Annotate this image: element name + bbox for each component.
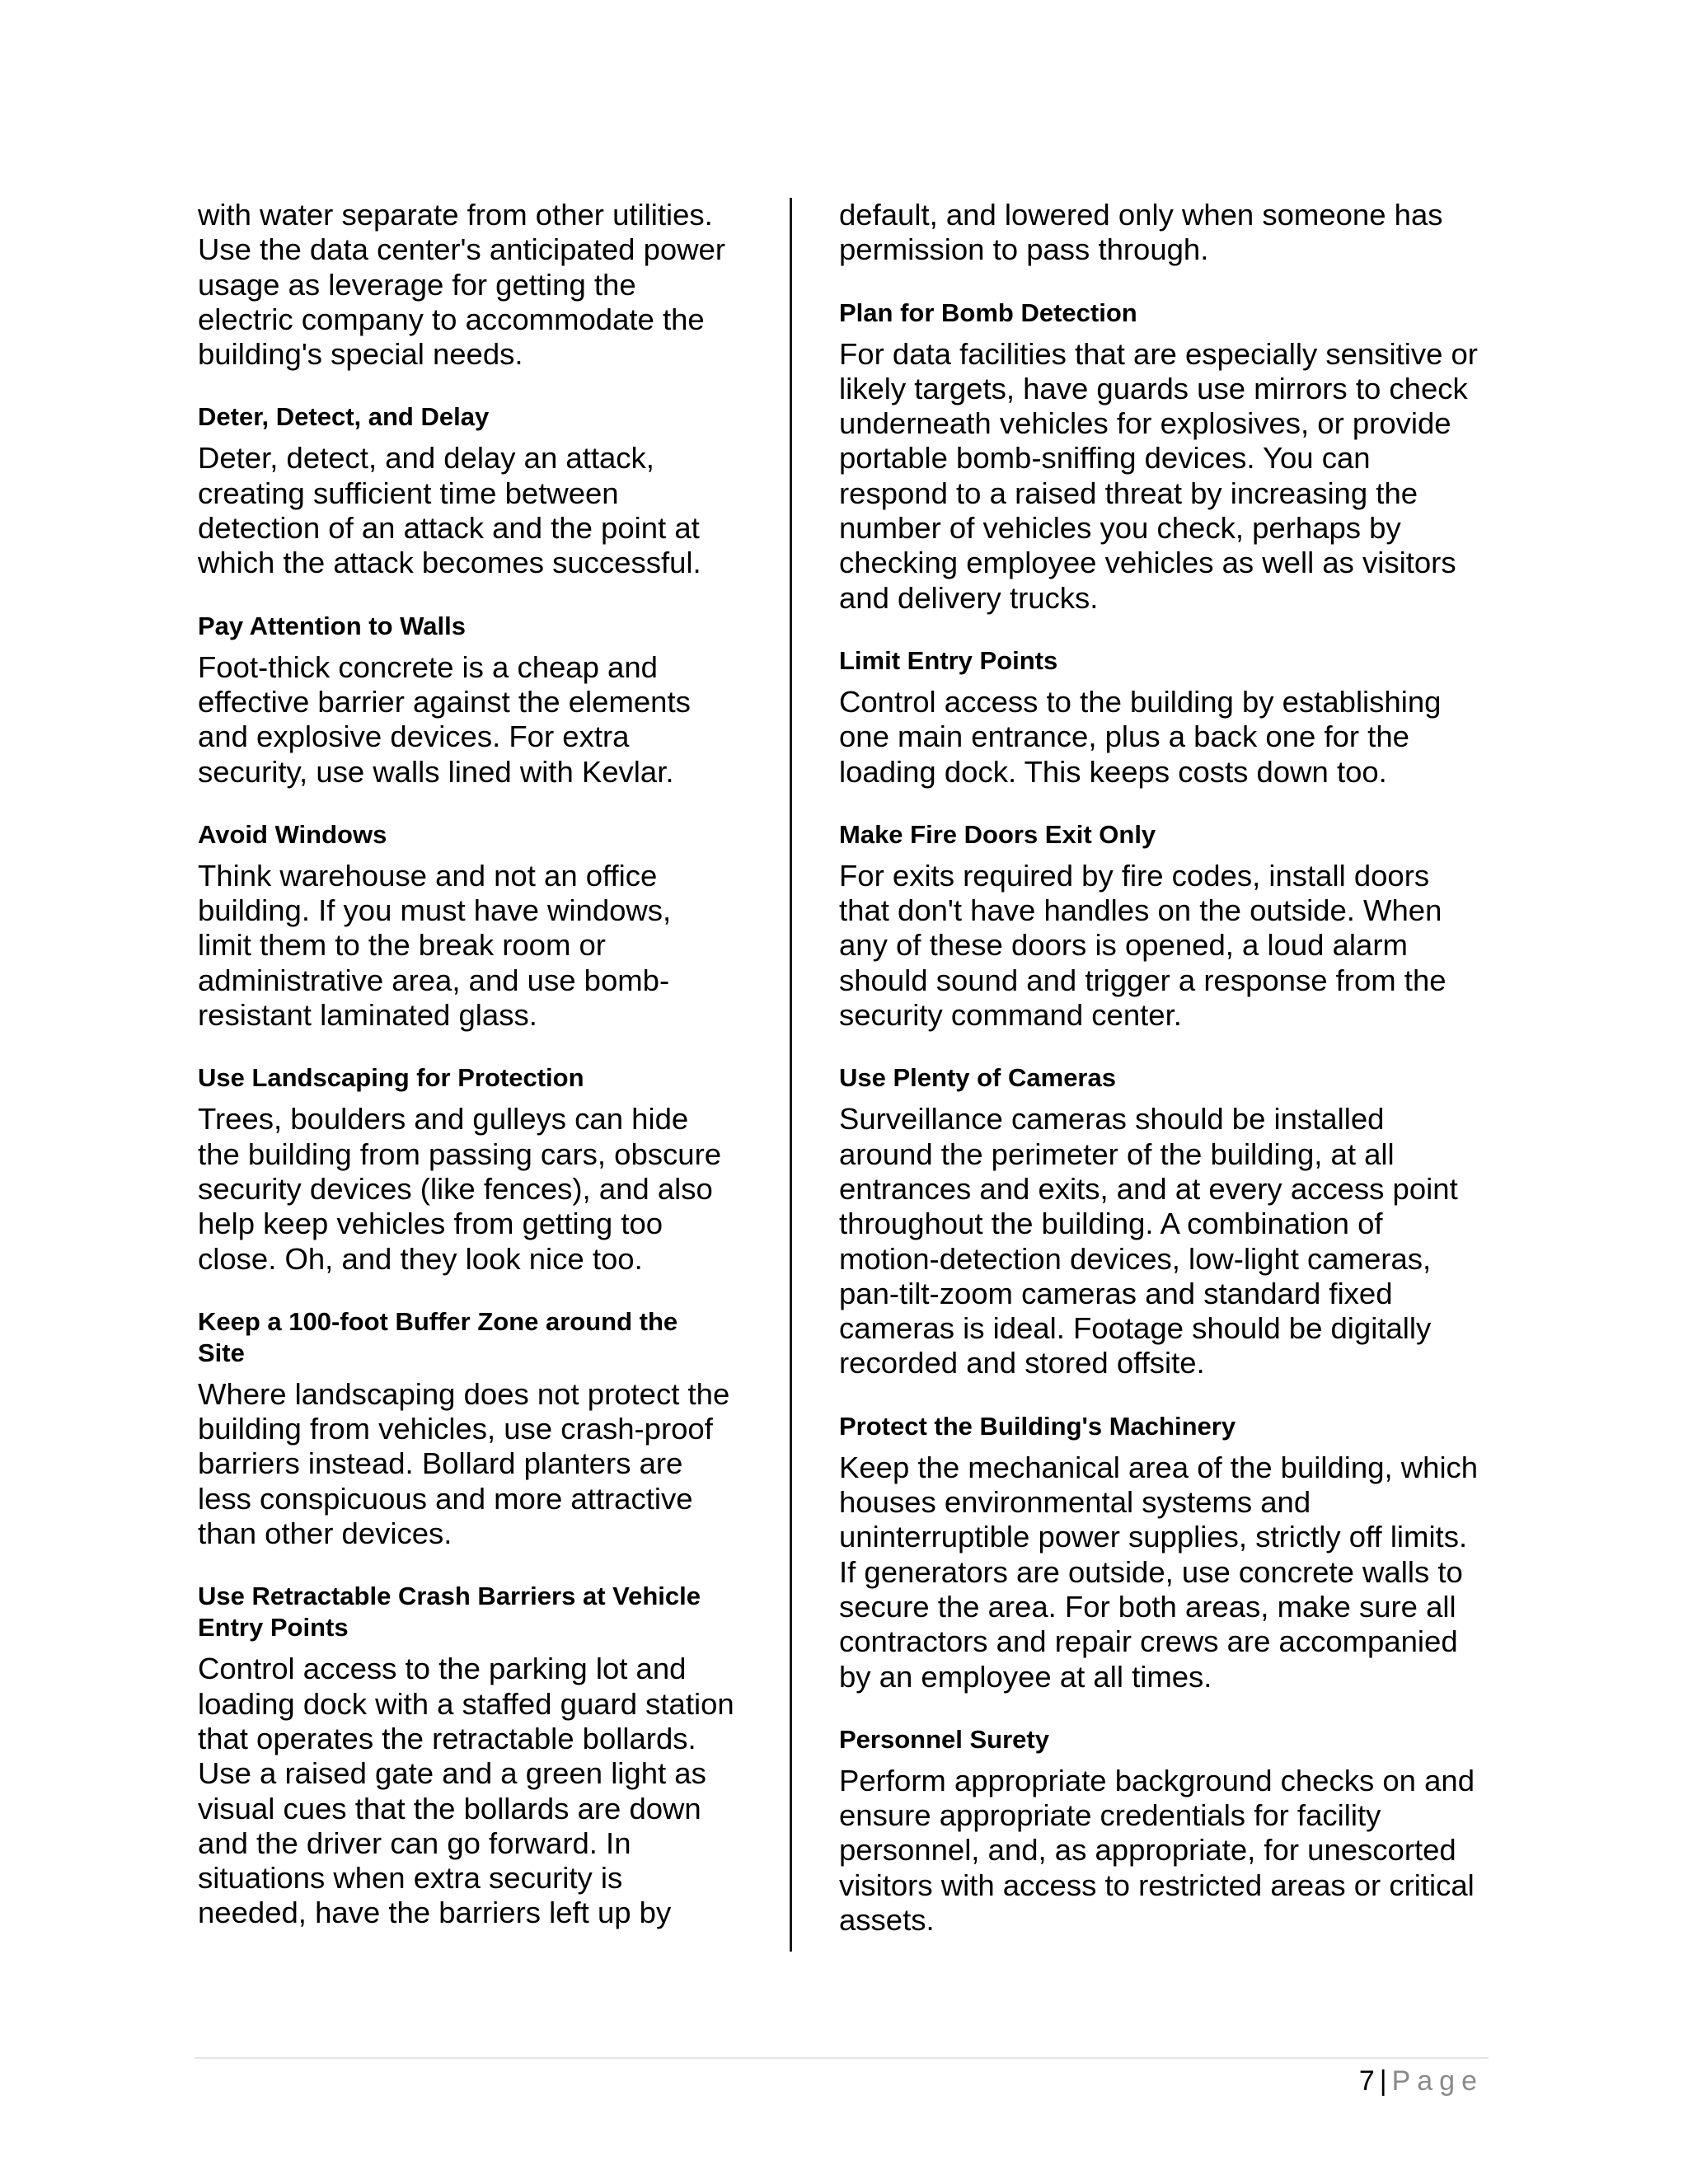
section-heading: Use Landscaping for Protection xyxy=(198,1063,584,1093)
section-deter-detect-delay xyxy=(198,401,758,580)
left-intro-text: with water separate from other utilities. Use the data center's anticipated power usage as leverage for getting the electric company to accommodate the building's special needs. xyxy=(198,198,726,372)
page-label: Page xyxy=(1391,2065,1484,2097)
section-heading: Use Plenty of Cameras xyxy=(839,1063,1116,1093)
section-cameras xyxy=(839,1062,1498,1380)
section-avoid-windows xyxy=(198,819,758,1033)
section-machinery xyxy=(839,1411,1498,1694)
section-heading: Plan for Bomb Detection xyxy=(839,298,1137,327)
section-heading: Use Retractable Crash Barriers at Vehicle Entry Points xyxy=(198,1582,701,1643)
right-column xyxy=(839,198,1498,1938)
section-bomb-detection xyxy=(839,298,1498,616)
section-body: Foot-thick concrete is a cheap and effective barrier against the elements and explosive devices. For extra security, use walls lined with Kevlar. xyxy=(198,649,691,789)
column-divider xyxy=(790,198,792,1952)
section-body: For data facilities that are especially sensitive or likely targets, have guards use mirrors to check underneath vehicles for explosives, or provide portable bomb-sniffing devices. You can respond to a raised threat by increasing the number of vehicles you check, perhaps by checking employee vehicles as well as visitors and delivery trucks. xyxy=(839,336,1478,615)
section-body: Keep the mechanical area of the building, which houses environmental systems and uninterruptible power supplies, strictly off limits. If generators are outside, use concrete walls to secure the area. For both areas, make sure all contractors and repair crews are accompanied by an employee at all times. xyxy=(839,1450,1479,1694)
footer-rule xyxy=(195,2057,1489,2059)
section-limit-entry-points xyxy=(839,645,1498,790)
section-personnel-surety xyxy=(839,1724,1498,1938)
section-heading: Protect the Building's Machinery xyxy=(839,1411,1236,1441)
section-body: For exits required by fire codes, install doors that don't have handles on the outside. When any of these doors is opened, a loud alarm should sound and trigger a response from the security command center. xyxy=(839,858,1447,1033)
section-heading: Keep a 100-foot Buffer Zone around the Site xyxy=(198,1306,678,1367)
section-buffer-zone xyxy=(198,1306,758,1551)
section-body: Perform appropriate background checks on and ensure appropriate credentials for facility personnel, and, as appropriate, for unescorted visitors with access to restricted areas or critical assets. xyxy=(839,1763,1475,1937)
section-heading: Personnel Surety xyxy=(839,1724,1049,1754)
footer-separator: | xyxy=(1379,2065,1387,2097)
section-heading: Pay Attention to Walls xyxy=(198,611,466,640)
section-crash-barriers xyxy=(198,1581,758,1930)
section-body: Control access to the parking lot and loading dock with a staffed guard station that operates the retractable bollards. Use a raised gate and a green light as visual cues that the bollards are down and the driver can go forward. In situations when extra security is needed, have the barriers left up by xyxy=(198,1652,734,1930)
section-body: Control access to the building by establishing one main entrance, plus a back one for the loading dock. This keeps costs down too. xyxy=(839,684,1442,789)
section-heading: Avoid Windows xyxy=(198,819,387,849)
section-body: Trees, boulders and gulleys can hide the building from passing cars, obscure security devices (like fences), and also help keep vehicles from getting too close. Oh, and they look nice too. xyxy=(198,1102,722,1276)
left-column xyxy=(198,198,758,1931)
section-heading: Deter, Detect, and Delay xyxy=(198,402,490,432)
section-body: Surveillance cameras should be installed around the perimeter of the building, at all entrances and exits, and at every access point throughout the building. A combination of motion-detection devices, low-light cameras, pan-tilt-zoom cameras and standard fixed cameras is ideal. Footage should be digitally recorded and stored offsite. xyxy=(839,1102,1458,1380)
section-pay-attention-to-walls xyxy=(198,611,758,790)
section-heading: Limit Entry Points xyxy=(839,645,1058,675)
right-intro-text: default, and lowered only when someone has permission to pass through. xyxy=(839,198,1443,267)
page-number: 7 xyxy=(1358,2065,1375,2097)
section-body: Think warehouse and not an office building. If you must have windows, limit them to the break room or administrative area, and use bomb- resistant laminated glass. xyxy=(198,858,672,1033)
section-body: Where landscaping does not protect the building from vehicles, use crash-proof barriers instead. Bollard planters are less conspicuous and more attractive than other devices. xyxy=(198,1376,730,1551)
section-fire-doors xyxy=(839,819,1498,1033)
section-use-landscaping xyxy=(198,1062,758,1276)
section-body: Deter, detect, and delay an attack, creating sufficient time between detection of an attack and the point at which the attack becomes successful. xyxy=(198,441,701,580)
page-footer xyxy=(1359,2064,1484,2097)
section-heading: Make Fire Doors Exit Only xyxy=(839,819,1156,849)
